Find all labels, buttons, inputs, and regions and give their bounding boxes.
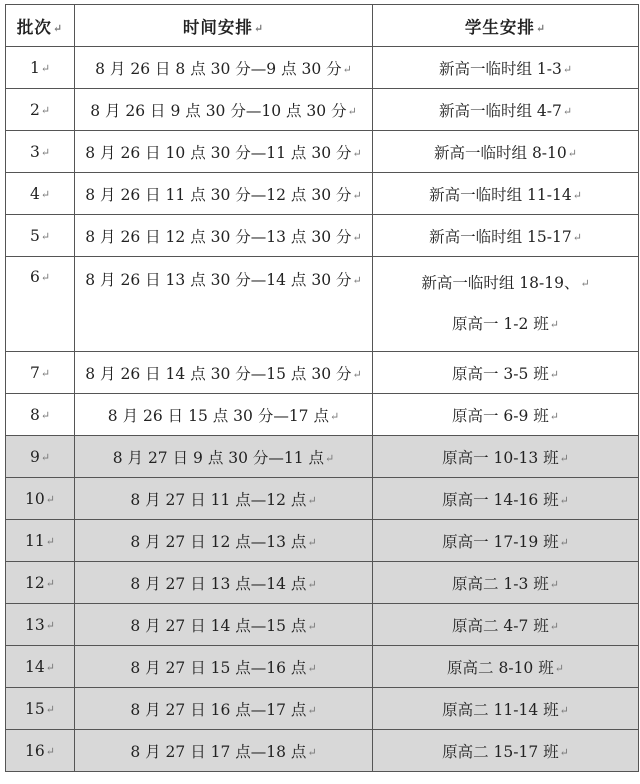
table-row (6, 478, 639, 520)
table-row (6, 394, 639, 436)
paragraph-mark: ↵ (45, 618, 55, 632)
table-row (6, 131, 639, 173)
batch-cell (6, 604, 75, 646)
batch-cell (6, 562, 75, 604)
student-group-line (373, 183, 638, 205)
time-range: 8 月 26 日 15 点 30 分—17 点 (107, 406, 329, 425)
paragraph-mark: ↵ (580, 277, 590, 290)
students-cell (373, 436, 639, 478)
student-group-line (373, 141, 638, 163)
batch-number: 11 (25, 531, 45, 550)
time-cell (75, 562, 373, 604)
student-group: 新高一临时组 4-7 (438, 101, 562, 120)
time-cell (75, 352, 373, 394)
batch-cell (6, 688, 75, 730)
batch-cell (6, 520, 75, 562)
time-range: 8 月 27 日 15 点—16 点 (130, 658, 307, 677)
paragraph-mark: ↵ (559, 745, 569, 759)
batch-number: 5 (29, 226, 40, 245)
student-group: 原高一 1-2 班 (451, 315, 549, 333)
student-group-line (373, 446, 638, 468)
batch-cell (6, 436, 75, 478)
student-group-line (373, 656, 638, 678)
paragraph-mark: ↵ (307, 745, 317, 759)
time-range: 8 月 26 日 13 点 30 分—14 点 30 分 (85, 271, 352, 289)
student-group-line (373, 698, 638, 720)
student-group: 新高一临时组 15-17 (429, 227, 572, 246)
time-range: 8 月 27 日 12 点—13 点 (130, 532, 307, 551)
batch-cell (6, 89, 75, 131)
table-row (6, 257, 639, 352)
table-row (6, 47, 639, 89)
student-group: 新高一临时组 11-14 (429, 185, 572, 204)
students-cell (373, 131, 639, 173)
paragraph-mark: ↵ (559, 451, 569, 465)
batch-number: 2 (29, 100, 40, 119)
paragraph-mark: ↵ (567, 146, 577, 160)
time-cell (75, 520, 373, 562)
time-range: 8 月 26 日 8 点 30 分—9 点 30 分 (95, 59, 342, 78)
students-cell (373, 730, 639, 772)
time-cell (75, 215, 373, 257)
time-range: 8 月 27 日 11 点—12 点 (130, 490, 307, 509)
paragraph-mark: ↵ (40, 366, 51, 380)
student-group: 原高二 11-14 班 (442, 700, 559, 719)
schedule-container (5, 4, 639, 772)
students-cell (373, 520, 639, 562)
batch-cell (6, 646, 75, 688)
student-group: 新高一临时组 1-3 (438, 59, 562, 78)
batch-cell (6, 215, 75, 257)
paragraph-mark: ↵ (40, 103, 51, 117)
paragraph-mark: ↵ (307, 703, 317, 717)
paragraph-mark: ↵ (40, 450, 51, 464)
paragraph-mark: ↵ (549, 409, 560, 423)
paragraph-mark: ↵ (572, 230, 582, 244)
paragraph-mark: ↵ (347, 104, 357, 118)
time-range: 8 月 27 日 13 点—14 点 (130, 574, 307, 593)
batch-cell (6, 131, 75, 173)
students-cell (373, 215, 639, 257)
time-cell (75, 646, 373, 688)
student-group-line (373, 404, 638, 426)
table-row (6, 89, 639, 131)
batch-cell (6, 47, 75, 89)
student-group-line (373, 57, 638, 79)
student-group: 原高一 17-19 班 (442, 532, 559, 551)
batch-number: 1 (29, 58, 40, 77)
student-group: 原高一 3-5 班 (451, 364, 549, 383)
time-range: 8 月 26 日 10 点 30 分—11 点 30 分 (85, 143, 352, 162)
batch-number: 9 (29, 447, 40, 466)
paragraph-mark: ↵ (559, 703, 569, 717)
students-cell (373, 562, 639, 604)
student-group: 原高二 8-10 班 (447, 658, 554, 677)
time-range: 8 月 26 日 9 点 30 分—10 点 30 分 (90, 101, 347, 120)
batch-number: 4 (29, 184, 40, 203)
table-row (6, 604, 639, 646)
student-group-line (373, 225, 638, 247)
table-row (6, 215, 639, 257)
table-row (6, 520, 639, 562)
time-range: 8 月 27 日 16 点—17 点 (130, 700, 307, 719)
paragraph-mark: ↵ (40, 229, 51, 243)
paragraph-mark: ↵ (559, 535, 569, 549)
students-cell (373, 257, 639, 352)
time-cell (75, 730, 373, 772)
time-range: 8 月 27 日 9 点 30 分—11 点 (112, 448, 325, 467)
students-cell (373, 173, 639, 215)
batch-number: 16 (25, 741, 45, 760)
batch-number: 7 (29, 363, 40, 382)
time-cell (75, 436, 373, 478)
paragraph-mark: ↵ (342, 62, 352, 76)
batch-number: 13 (25, 615, 45, 634)
table-row (6, 562, 639, 604)
student-group-line (373, 488, 638, 510)
student-group-line (373, 572, 638, 594)
student-group: 原高二 4-7 班 (451, 616, 549, 635)
students-cell (373, 352, 639, 394)
paragraph-mark: ↵ (562, 62, 573, 76)
paragraph-mark: ↵ (352, 367, 362, 381)
batch-cell (6, 257, 75, 352)
batch-number: 14 (25, 657, 45, 676)
student-group: 原高一 14-16 班 (442, 490, 559, 509)
student-group-line (373, 530, 638, 552)
student-group-line (373, 740, 638, 762)
paragraph-mark: ↵ (559, 493, 569, 507)
paragraph-mark: ↵ (45, 660, 55, 674)
paragraph-mark: ↵ (45, 744, 55, 758)
time-range: 8 月 26 日 12 点 30 分—13 点 30 分 (85, 227, 352, 246)
student-group-line (373, 263, 638, 304)
paragraph-mark: ↵ (572, 188, 582, 202)
paragraph-mark: ↵ (45, 534, 55, 548)
paragraph-mark: ↵ (352, 146, 362, 160)
paragraph-mark: ↵ (549, 367, 560, 381)
paragraph-mark: ↵ (40, 61, 51, 75)
paragraph-mark: ↵ (554, 661, 564, 675)
students-cell (373, 478, 639, 520)
batch-number: 10 (25, 489, 45, 508)
time-cell (75, 131, 373, 173)
paragraph-mark: ↵ (40, 145, 51, 159)
batch-cell (6, 173, 75, 215)
batch-number: 12 (25, 573, 45, 592)
batch-cell (6, 478, 75, 520)
student-group: 新高一临时组 8-10 (434, 143, 567, 162)
time-cell (75, 89, 373, 131)
batch-number: 15 (25, 699, 45, 718)
header-row (6, 5, 639, 47)
paragraph-mark: ↵ (352, 188, 362, 202)
batch-cell (6, 352, 75, 394)
header-students: 学生安排↵ (373, 5, 639, 47)
paragraph-mark: ↵ (549, 318, 560, 331)
table-row (6, 436, 639, 478)
time-cell (75, 604, 373, 646)
paragraph-mark: ↵ (307, 619, 317, 633)
paragraph-mark: ↵ (307, 661, 317, 675)
time-range: 8 月 27 日 17 点—18 点 (130, 742, 307, 761)
student-group: 原高一 10-13 班 (442, 448, 559, 467)
table-row (6, 688, 639, 730)
paragraph-mark: ↵ (325, 451, 335, 465)
paragraph-mark: ↵ (562, 104, 573, 118)
time-range: 8 月 26 日 11 点 30 分—12 点 30 分 (85, 185, 352, 204)
student-group: 原高二 15-17 班 (442, 742, 559, 761)
student-group-line (373, 362, 638, 384)
student-group: 原高一 6-9 班 (451, 406, 549, 425)
students-cell (373, 394, 639, 436)
paragraph-mark: ↵ (549, 619, 560, 633)
table-row (6, 173, 639, 215)
paragraph-mark: ↵ (307, 493, 317, 507)
paragraph-mark: ↵ (549, 577, 560, 591)
batch-number: 6 (29, 268, 40, 286)
time-range: 8 月 27 日 14 点—15 点 (130, 616, 307, 635)
batch-number: 3 (29, 142, 40, 161)
paragraph-mark: ↵ (40, 271, 51, 284)
table-row (6, 730, 639, 772)
students-cell (373, 688, 639, 730)
paragraph-mark: ↵ (45, 492, 55, 506)
schedule-table (5, 4, 639, 772)
paragraph-mark: ↵ (352, 230, 362, 244)
student-group-line (373, 304, 638, 345)
student-group: 新高一临时组 18-19、 (421, 274, 580, 292)
students-cell (373, 604, 639, 646)
time-cell (75, 173, 373, 215)
header-time: 时间安排↵ (75, 5, 373, 47)
paragraph-mark: ↵ (40, 408, 51, 422)
table-row (6, 646, 639, 688)
schedule-body (6, 47, 639, 772)
student-group: 原高二 1-3 班 (451, 574, 549, 593)
batch-number: 8 (29, 405, 40, 424)
header-batch: 批次↵ (6, 5, 75, 47)
table-row (6, 352, 639, 394)
paragraph-mark: ↵ (40, 187, 51, 201)
time-cell (75, 688, 373, 730)
paragraph-mark: ↵ (329, 409, 340, 423)
students-cell (373, 646, 639, 688)
time-cell (75, 394, 373, 436)
paragraph-mark: ↵ (352, 274, 362, 287)
time-cell (75, 257, 373, 352)
time-range: 8 月 26 日 14 点 30 分—15 点 30 分 (85, 364, 352, 383)
paragraph-mark: ↵ (307, 535, 317, 549)
batch-cell (6, 730, 75, 772)
time-cell (75, 47, 373, 89)
batch-cell (6, 394, 75, 436)
paragraph-mark: ↵ (45, 576, 55, 590)
paragraph-mark: ↵ (307, 577, 317, 591)
time-cell (75, 478, 373, 520)
paragraph-mark: ↵ (45, 702, 55, 716)
student-group-line (373, 614, 638, 636)
student-group-line (373, 99, 638, 121)
students-cell (373, 89, 639, 131)
students-cell (373, 47, 639, 89)
